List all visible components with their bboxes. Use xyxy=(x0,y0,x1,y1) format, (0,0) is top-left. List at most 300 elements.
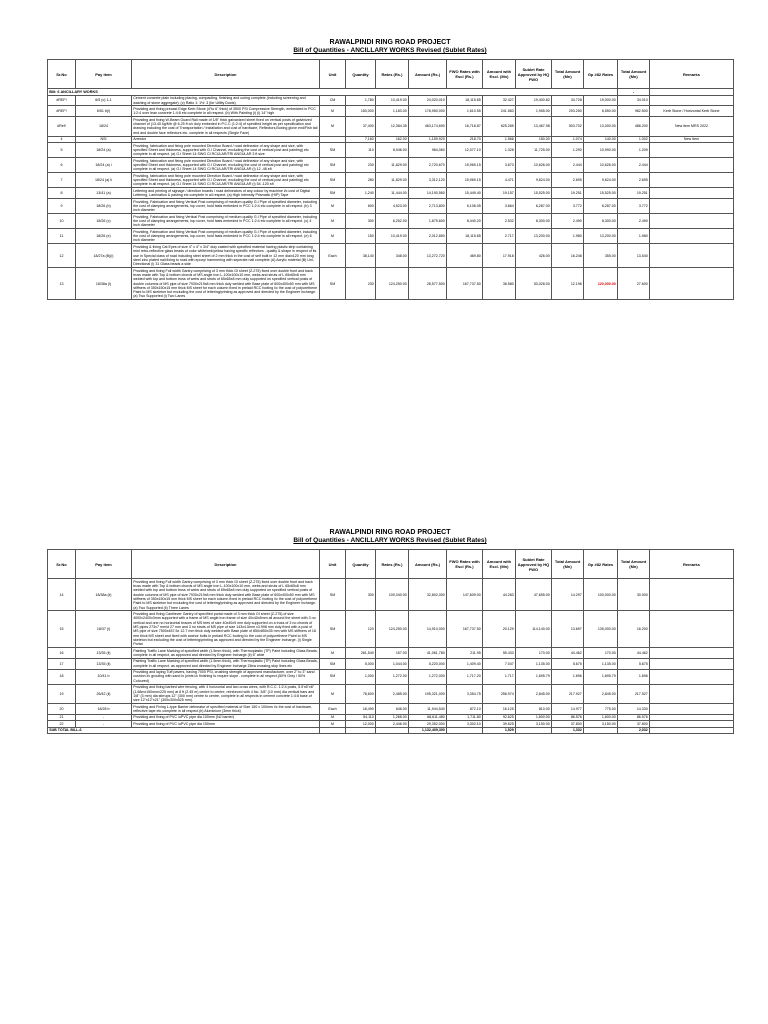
rate-cell: 11,444.00 xyxy=(376,188,409,199)
sr-no-cell: 15 xyxy=(48,611,76,648)
amount-escl-cell: 38.580 xyxy=(483,268,516,300)
rate-cell: 2,446.00 xyxy=(376,721,409,727)
amount-cell: 1,875,600 xyxy=(409,214,447,229)
amount-cell: 41,061,780 xyxy=(409,648,447,659)
quantity-cell: 280 xyxy=(346,173,376,188)
amount-cell: 1,272,000 xyxy=(409,669,447,684)
total-amount-gp-cell: 16.200 xyxy=(618,611,650,648)
table-row xyxy=(48,199,734,214)
total-amount-sublet-cell: 44.462 xyxy=(552,648,584,659)
total-amount-gp-cell: 27.600 xyxy=(618,268,650,300)
fwo-rate-cell: 147,609.00 xyxy=(447,579,483,611)
gp82-rate-cell: 13,200.00 xyxy=(584,229,618,244)
fwo-rate-cell: 167,737.50 xyxy=(447,611,483,648)
description-cell: Providing, Fabrication and fixing Vertical Post comprising of medium quality G.I Pipe of specified diameter, including the cost of clamping arrangements, top cover, hold fasts embeded in PCC 1:2:4 etc complete in all respect. (e) 6 inch diameter xyxy=(132,229,320,244)
gp82-rate-cell: 100,000.00 xyxy=(584,579,618,611)
gp82-rate-cell: 19,000.00 xyxy=(584,95,618,106)
sr-no-cell: 22 xyxy=(48,721,76,727)
column-header: Description xyxy=(132,550,320,579)
amount-escl-cell: 1.717 xyxy=(483,669,516,684)
description-cell: Providing and Fixing L-type Barrier delineator of specified material of Size 150 x 100mm i/c the cost of hardware, reflective tape etc complete in all respect.(b) Aluminium (3mm thick) xyxy=(132,704,320,715)
table-row xyxy=(48,669,734,684)
table-row xyxy=(48,244,734,268)
remarks-cell xyxy=(650,648,734,659)
pay-item-cell: 18/24 (a) xyxy=(76,143,132,158)
sublet-rate-cell: 1,955.00 xyxy=(516,106,552,117)
amount-cell: 32,802,000 xyxy=(409,579,447,611)
remarks-cell xyxy=(650,229,734,244)
sublet-rate-cell: 47,655.00 xyxy=(516,579,552,611)
fwo-rate-cell: 1,409.40 xyxy=(447,658,483,669)
rate-cell: 2,485.00 xyxy=(376,684,409,703)
unit-cell: SM xyxy=(320,173,346,188)
table-row xyxy=(48,214,734,229)
sublet-rate-cell: 1,600.00 xyxy=(516,714,552,720)
table-row xyxy=(48,106,734,117)
sublet-rate-cell: 150.00 xyxy=(516,136,552,142)
sr-no-cell: 21 xyxy=(48,714,76,720)
remarks-cell xyxy=(650,188,734,199)
unit-cell: Each xyxy=(320,704,346,715)
unit-cell: M xyxy=(320,648,346,659)
sr-no-cell: 13 xyxy=(48,268,76,300)
total-amount-sublet-cell: 503.702 xyxy=(552,117,584,136)
column-header: Remarks xyxy=(650,550,734,579)
fwo-rate-cell: 872.10 xyxy=(447,704,483,715)
total-amount-gp-cell: 86.576 xyxy=(618,714,650,720)
pay-item-cell: 18/24 (a) i xyxy=(76,158,132,173)
amount-escl-cell: 7.047 xyxy=(483,658,516,669)
description-cell: Providing and fixing of PVC /uPVC pipe dia 100mm (NJ barrier) xyxy=(132,714,320,720)
rate-cell: 162.00 xyxy=(376,136,409,142)
sublet-rate-cell: 13,467.98 xyxy=(516,117,552,136)
remarks-cell xyxy=(650,704,734,715)
sublet-rate-cell: 13,200.00 xyxy=(516,229,552,244)
amount-escl-cell: 1.328 xyxy=(483,143,516,158)
sr-no-cell: 18 xyxy=(48,669,76,684)
sr-no-cell: 7 xyxy=(48,173,76,188)
quantity-cell: 261,540 xyxy=(346,648,376,659)
unit-cell: SM xyxy=(320,158,346,173)
sr-no-cell: 4 xyxy=(48,136,76,142)
unit-cell: M xyxy=(320,229,346,244)
sr-no-cell: #Ref! xyxy=(48,117,76,136)
total-amount-gp-cell: 217.927 xyxy=(618,684,650,703)
column-header: Amount with Escl. (Mn) xyxy=(483,60,516,89)
pay-item-cell: 18/27a (B)(i) xyxy=(76,244,132,268)
sr-no-cell: 16 xyxy=(48,648,76,659)
remarks-cell xyxy=(650,199,734,214)
sr-no-cell: 8 xyxy=(48,188,76,199)
rate-cell: 1,272.00 xyxy=(376,669,409,684)
sr-no-cell: 11 xyxy=(48,229,76,244)
total-amount-sublet-cell: 5.675 xyxy=(552,658,584,669)
total-amount-sublet-cell: 2.695 xyxy=(552,173,584,188)
fwo-rate-cell: 8,440.20 xyxy=(447,214,483,229)
column-header: FWO Rates with Escl (Rs.) xyxy=(447,550,483,579)
unit-cell: SM xyxy=(320,143,346,158)
table-row xyxy=(48,173,734,188)
column-header: Rates (Rs.) xyxy=(376,60,409,89)
sr-no-cell: 14 xyxy=(48,579,76,611)
sublet-rate-cell: 810.00 xyxy=(516,704,552,715)
header-row xyxy=(48,550,734,579)
table-row xyxy=(48,268,734,300)
unit-cell: M xyxy=(320,721,346,727)
amount-cell: 178,950,000 xyxy=(409,106,447,117)
sr-no-cell: #REF! xyxy=(48,106,76,117)
description-cell: Providing and fixing of PVC /uPVC pipe dia 150mm xyxy=(132,721,320,727)
amount-escl-cell: 20.129 xyxy=(483,611,516,648)
total-amount-sublet-cell: 34.728 xyxy=(552,95,584,106)
description-cell: Cement concrete plain including placing, compacting, finishing and curing complete (including screening and washing of stone aggregate): (c) Ratio 1: 1½: 3 (for Utility Ducts) xyxy=(132,95,320,106)
rate-cell: 1,268.00 xyxy=(376,714,409,720)
rate-cell: 157.00 xyxy=(376,648,409,659)
header-row xyxy=(48,60,734,89)
pay-item-cell: 18/24 xyxy=(76,117,132,136)
gp82-rate-cell: 775.00 xyxy=(584,704,618,715)
boq-title: Bill of Quantities - ANCILLARY WORKS Revised (Sublet Rates) xyxy=(293,47,487,54)
sublet-rate-cell: 1,695.79 xyxy=(516,669,552,684)
column-header: Total Amount (Mn) xyxy=(552,550,584,579)
gp82-rate-cell: 120,000.00 xyxy=(584,268,618,300)
column-header: Gp #82 Rates xyxy=(584,60,618,89)
description-cell: Providing, Fabrication and fixing Vertical Post comprising of medium quality G.I Pipe of specified diameter, including the cost of clamping arrangements, top cover, hold fasts embeded in PCC 1:2:4 etc complete in all respect. (b) 3 inch diameter xyxy=(132,199,320,214)
gp82-rate-cell: 3,150.00 xyxy=(584,721,618,727)
amount-escl-cell: 39.625 xyxy=(483,721,516,727)
column-header: Quantity xyxy=(346,60,376,89)
quantity-cell: 300 xyxy=(346,214,376,229)
description-cell: Providing and fixing Full width Gantry comprising of 3 mm thick GI sheet (Z-275) fixed over double front and back truss made with Top & bottom chords of MS angle iron L-100x100x10 mm, webs and struts of L 65x65x8 mm welded with top and bottom truss of webs and struts of 65x65x8 mm duly supported on specified vertical posts of double columns of MS pipe of size 7930x219x8 mm thick duly welded with Base plate of 600x400x50 mm with MS stiffners of 350x150x15 mm thick MS sheet for each column fixed in prelaid RCC footing i/c the cost of polyurethene Paint to MS skeleton but excluding the cost of lettering/printing as approved and directed by the Engineer incharge. (a) Two Supported (ii) Three Lanes xyxy=(132,579,320,611)
description-cell: Providing and fixing precast Edge Kerb Stone (4"to 6" thick) of 3500 PSI Compressive Strength, embedded in PCC 1:2:4 over lean concrete 1:4:8 etc complete in all respect. (b) With Painting (i) (i) 14" high xyxy=(132,106,320,117)
subtotal-total-amount-sublet: 1,332 xyxy=(552,727,584,733)
amount-cell: 195,321,000 xyxy=(409,684,447,703)
amount-cell: 14,910,000 xyxy=(409,611,447,648)
column-header: Quantity xyxy=(346,550,376,579)
rate-cell: 13,419.00 xyxy=(376,229,409,244)
rate-cell: 124,250.00 xyxy=(376,268,409,300)
total-amount-sublet-cell: 2.490 xyxy=(552,214,584,229)
total-amount-gp-cell: 34.010 xyxy=(618,95,650,106)
total-amount-gp-cell: 13.540 xyxy=(618,244,650,268)
column-header: Sublet Rate Approved by HQ FWO xyxy=(516,60,552,89)
quantity-cell: 18,490 xyxy=(346,704,376,715)
table-row xyxy=(48,95,734,106)
description-cell: Providing and laying Tuff pavers, having 7000 PSI, crushing strength of approved manufacturer, over 2" to 3" sand cushion i/c grouting with sand in joints i/c finishing to require slope . complete in all respect.(50% Grey / 50% Coloured) xyxy=(132,669,320,684)
sublet-rate-cell: 19,400.82 xyxy=(516,95,552,106)
rate-cell: 1,044.00 xyxy=(376,658,409,669)
amount-cell: 2,012,850 xyxy=(409,229,447,244)
pay-item-cell: 18/28 b xyxy=(76,704,132,715)
remarks-cell xyxy=(650,95,734,106)
gp82-rate-cell: 1,600.00 xyxy=(584,714,618,720)
gp82-rate-cell: 9,624.00 xyxy=(584,173,618,188)
table-row xyxy=(48,658,734,669)
description-cell: Providing, fabrication and fixing pole mounted Direction Board / road delineator of any shape and size, with specified Sheet and thickness, supported with G.I Channel, excluding the cost of vertical post and painting) etc complete in all respect. (a) G.I Sheet 14 SWG CI RCULAR/TRI ANGULAR (i) 54 -120 sft xyxy=(132,173,320,188)
total-amount-sublet-cell: 19.251 xyxy=(552,188,584,199)
description-cell: Lettering and printing of signage / direction boards / road delineators of any colour by machine i/c cost of Digital Lettering, Lamination & pasting etc complete in all respect. (a) High Intensity Prismatic (HIP) Tape xyxy=(132,188,320,199)
fwo-rate-cell: 15,449.40 xyxy=(447,188,483,199)
pay-item-cell: 18/26 (e) xyxy=(76,229,132,244)
amount-cell: 3,312,120 xyxy=(409,173,447,188)
sublet-rate-cell: 9,624.00 xyxy=(516,173,552,188)
rate-cell: 109,340.00 xyxy=(376,579,409,611)
section-dash: - xyxy=(618,89,650,95)
subtotal-amount: 1,132,409,300 xyxy=(409,727,447,733)
unit-cell: SM xyxy=(320,579,346,611)
total-amount-gp-cell: 37.800 xyxy=(618,721,650,727)
total-amount-sublet-cell: 12.196 xyxy=(552,268,584,300)
description-cell: Providing and fixing W-Beam Guard Rail made of 1/8" thick galvanized sheet fixed on vertical posts of galvinized channel of (13.40 kg/Mtr @ 6.25 ft c/c duly embeded in P.C.C (1:2:4) of specified height as per specification and drawing including the cost of Transportation / Installation and cost of hardware, Reflectors,Boxing glove end/Fish tail end and double face reflectors etc. complete in all respects (Single Face) xyxy=(132,117,320,136)
description-cell: Providing, fabrication and fixing pole mounted Direction Board / road delineator of any shape and size, with specified Sheet and thickness, supported with G.I Channel, excluding the cost of vertical post and painting) etc complete in all respect. (a) G.I Sheet 14 SWG CI RCULAR/TRI ANGULAR 3 ft size xyxy=(132,143,320,158)
fwo-rate-cell: 15,969.15 xyxy=(447,173,483,188)
total-amount-sublet-cell: 14.297 xyxy=(552,579,584,611)
fwo-rate-cell: 167,737.50 xyxy=(447,268,483,300)
fwo-rate-cell: 18,115.65 xyxy=(447,229,483,244)
unit-cell: SM xyxy=(320,669,346,684)
pay-item-cell: 26/42 (ii) xyxy=(76,684,132,703)
pay-item-cell: - xyxy=(76,714,132,720)
boq-sheet-1 xyxy=(47,38,733,300)
table-row xyxy=(48,704,734,715)
remarks-cell xyxy=(650,173,734,188)
pay-item-cell: 6/51 b(i) xyxy=(76,106,132,117)
pay-item-cell: 18/26 (b) xyxy=(76,199,132,214)
fwo-rate-cell: 16,718.87 xyxy=(447,117,483,136)
quantity-cell: 37,400 xyxy=(346,117,376,136)
pay-item-cell: 18/38a (i) xyxy=(76,268,132,300)
amount-escl-cell: 2.717 xyxy=(483,229,516,244)
boq-sheet-2 xyxy=(47,528,733,734)
subtotal-amount-escl: 1,529 xyxy=(483,727,516,733)
quantity-cell: 230 xyxy=(346,158,376,173)
table-row xyxy=(48,158,734,173)
pay-item-cell: 6/5 (c) 1-1 xyxy=(76,95,132,106)
sr-no-cell: 5 xyxy=(48,143,76,158)
subtotal-total-amount-gp: 2,032 xyxy=(618,727,650,733)
amount-escl-cell: 3.664 xyxy=(483,199,516,214)
quantity-cell: 12,000 xyxy=(346,721,376,727)
unit-cell: M xyxy=(320,214,346,229)
column-header: Unit xyxy=(320,60,346,89)
rate-cell: 6,252.00 xyxy=(376,214,409,229)
sr-no-cell: #REF! xyxy=(48,95,76,106)
total-amount-sublet-cell: 3.772 xyxy=(552,199,584,214)
sr-no-cell: 19 xyxy=(48,684,76,703)
quantity-cell: 54,110 xyxy=(346,714,376,720)
rate-cell: 8,946.00 xyxy=(376,143,409,158)
remarks-cell: New item MRS 2022 xyxy=(650,117,734,136)
total-amount-sublet-cell: 293.250 xyxy=(552,106,584,117)
subtotal-row xyxy=(48,727,734,733)
total-amount-sublet-cell: 1.980 xyxy=(552,229,584,244)
quantity-cell: 5,000 xyxy=(346,658,376,669)
amount-escl-cell: 1.566 xyxy=(483,136,516,142)
total-amount-gp-cell: 2.444 xyxy=(618,158,650,173)
amount-cell: 14,190,560 xyxy=(409,188,447,199)
boq-title: Bill of Quantities - ANCILLARY WORKS Revised (Sublet Rates) xyxy=(293,537,487,544)
description-cell: Arrestor xyxy=(132,136,320,142)
unit-cell: M xyxy=(320,106,346,117)
amount-cell: 463,174,690 xyxy=(409,117,447,136)
column-header: Pay item xyxy=(76,60,132,89)
amount-cell: 2,713,800 xyxy=(409,199,447,214)
amount-escl-cell: 55.433 xyxy=(483,648,516,659)
pay-item-cell: 13/35 (ii) xyxy=(76,648,132,659)
unit-cell: SM xyxy=(320,188,346,199)
remarks-cell xyxy=(650,579,734,611)
unit-cell: M xyxy=(320,117,346,136)
remarks-cell xyxy=(650,143,734,158)
table-row xyxy=(48,143,734,158)
total-amount-gp-cell: 1.209 xyxy=(618,143,650,158)
total-amount-gp-cell: 1.696 xyxy=(618,669,650,684)
gp82-rate-cell: 6,287.00 xyxy=(584,199,618,214)
gp82-rate-cell: 1,695.79 xyxy=(584,669,618,684)
column-header: Sr.No xyxy=(48,60,76,89)
sr-no-cell: 10 xyxy=(48,214,76,229)
total-amount-sublet-cell: 1.290 xyxy=(552,143,584,158)
description-cell: Providing and fixing barbed wire fencing, with 4 horizontal and two cross wires, with R.C.C. 1:2:4 posts, 5.5'x6"x6" (1.68mx150mmx225 mm) at 8 ft (2.45 m) centre to centre, reinforced with 4 No. 3/8" (10 mm) dia vertical bars and 1/8" (3 mm) dia stirrups 12" (300 mm) centre to centre, complete in all respects in cement concrete 1:4:8 base of size 12"x12"x21" (300x300x525 mm). xyxy=(132,684,320,703)
quantity-cell: 7,160 xyxy=(346,136,376,142)
gp82-rate-cell: 355.00 xyxy=(584,244,618,268)
fwo-rate-cell: 1,610.55 xyxy=(447,106,483,117)
amount-escl-cell: 92.625 xyxy=(483,714,516,720)
remarks-cell xyxy=(650,214,734,229)
total-amount-gp-cell: 14.330 xyxy=(618,704,650,715)
total-amount-gp-cell: 1.980 xyxy=(618,229,650,244)
unit-cell: CM xyxy=(320,95,346,106)
project-title: RAWALPINDI RING ROAD PROJECT xyxy=(329,529,451,536)
gp82-rate-cell: 8,300.00 xyxy=(584,214,618,229)
unit-cell: SM xyxy=(320,268,346,300)
quantity-cell: 1,240 xyxy=(346,188,376,199)
remarks-cell xyxy=(650,158,734,173)
sublet-rate-cell: 8,300.00 xyxy=(516,214,552,229)
amount-escl-cell: 256.974 xyxy=(483,684,516,703)
sublet-rate-cell: 10,626.00 xyxy=(516,158,552,173)
description-cell: Providing, fabrication and fixing pole mounted Direction Board / road delineator of any shape and size, with specified Sheet and thickness, supported with G.I Channel, excluding the cost of vertical post and painting) etc complete in all respect. (a) G.I Sheet 14 SWG CI RCULAR/TRI ANGULAR (i) 12 -48 sft xyxy=(132,158,320,173)
quantity-cell: 150,000 xyxy=(346,106,376,117)
rate-cell: 646.00 xyxy=(376,704,409,715)
amount-cell: 1,159,920 xyxy=(409,136,447,142)
fwo-rate-cell: 18,115.65 xyxy=(447,95,483,106)
total-amount-gp-cell: 982.500 xyxy=(618,106,650,117)
amount-escl-cell: 19.157 xyxy=(483,188,516,199)
amount-cell: 29,352,000 xyxy=(409,721,447,727)
gp82-rate-cell: 140.00 xyxy=(584,136,618,142)
sr-no-cell: 17 xyxy=(48,658,76,669)
amount-cell: 2,720,670 xyxy=(409,158,447,173)
total-amount-gp-cell: 30.000 xyxy=(618,579,650,611)
boq-table-2 xyxy=(47,549,734,734)
column-header: Amount (Rs.) xyxy=(409,550,447,579)
column-header: Unit xyxy=(320,550,346,579)
fwo-rate-cell: 218.70 xyxy=(447,136,483,142)
total-amount-sublet-cell: 14.977 xyxy=(552,704,584,715)
total-amount-sublet-cell: 37.800 xyxy=(552,721,584,727)
total-amount-gp-cell: 2.695 xyxy=(618,173,650,188)
sublet-rate-cell: 6,287.00 xyxy=(516,199,552,214)
column-header: Pay item xyxy=(76,550,132,579)
column-header: Sublet Rate Approved by HQ FWO xyxy=(516,550,552,579)
sr-no-cell: 9 xyxy=(48,199,76,214)
fwo-rate-cell: 12,077.10 xyxy=(447,143,483,158)
quantity-cell: 150 xyxy=(346,229,376,244)
amount-escl-cell: 44.283 xyxy=(483,579,516,611)
amount-escl-cell: 625.285 xyxy=(483,117,516,136)
amount-cell: 13,272,720 xyxy=(409,244,447,268)
gp82-rate-cell: 170.00 xyxy=(584,648,618,659)
pay-item-cell: - xyxy=(76,721,132,727)
table-row xyxy=(48,188,734,199)
total-amount-sublet-cell: 217.927 xyxy=(552,684,584,703)
amount-escl-cell: 241.583 xyxy=(483,106,516,117)
gp82-rate-cell: 1,135.00 xyxy=(584,658,618,669)
total-amount-sublet-cell: 1.696 xyxy=(552,669,584,684)
gp82-rate-cell: 10,990.00 xyxy=(584,143,618,158)
rate-cell: 11,829.00 xyxy=(376,158,409,173)
sublet-rate-cell: 53,028.00 xyxy=(516,268,552,300)
fwo-rate-cell: 15,969.15 xyxy=(447,158,483,173)
amount-cell: 24,020,010 xyxy=(409,95,447,106)
sr-no-cell: 6 xyxy=(48,158,76,173)
total-amount-gp-cell: 44.462 xyxy=(618,648,650,659)
table-row xyxy=(48,611,734,648)
unit-cell: M xyxy=(320,714,346,720)
amount-cell: 28,577,500 xyxy=(409,268,447,300)
table-row xyxy=(48,229,734,244)
quantity-cell: 120 xyxy=(346,611,376,648)
pay-item-cell: 18/38a (ii) xyxy=(76,579,132,611)
sublet-rate-cell: 2,845.00 xyxy=(516,684,552,703)
description-cell: Painting Traffic Lane Marking of specified width (1.5mm thick), with Thermoplastic (TP) Paint including Glass Beads, complete in all respect, as approved and directed by Engineer Incharge Zibra crossing,stop lines etc xyxy=(133,659,318,668)
column-header: Rates (Rs.) xyxy=(376,550,409,579)
fwo-rate-cell: 469.80 xyxy=(447,244,483,268)
gp82-rate-cell: 13,000.00 xyxy=(584,117,618,136)
gp82-rate-cell: 10,626.00 xyxy=(584,158,618,173)
total-amount-gp-cell: 2.490 xyxy=(618,214,650,229)
rate-cell: 1,183.00 xyxy=(376,106,409,117)
table-row xyxy=(48,117,734,136)
pay-item-cell: 18/24 (a) ii xyxy=(76,173,132,188)
table-row xyxy=(48,648,734,659)
sublet-rate-cell: 426.00 xyxy=(516,244,552,268)
quantity-cell: 110 xyxy=(346,143,376,158)
rate-cell: 13,419.00 xyxy=(376,95,409,106)
sublet-rate-cell: 15,525.00 xyxy=(516,188,552,199)
column-header: Total Amount (Mn) xyxy=(552,60,584,89)
quantity-cell: 230 xyxy=(346,268,376,300)
description-cell: Providing and fixing Full width Gantry comprising of 3 mm thick GI sheet (Z-275) fixed over double front and back truss made with Top & bottom chords of MS angle iron L-100x100x10 mm, webs and struts of L 65x65x8 mm welded with top and bottom truss of webs and struts of 65x65x8 mm duly supported on specified vertical posts of double columns of MS pipe of size 7930x219x8 mm thick duly welded with Base plate of 600x400x50 mm with MS stiffners of 350x150x15 mm thick MS sheet for each column fixed in prelaid RCC footing i/c the cost of polyurethene Paint to MS skeleton but excluding the cost of lettering/printing as approved and directed by the Engineer incharge. (a) Two Supported (i) Two Lanes xyxy=(132,268,320,300)
gp82-rate-cell: 135,000.00 xyxy=(584,611,618,648)
total-amount-gp-cell: 3.772 xyxy=(618,199,650,214)
pay-item-cell: 13/41 (a) xyxy=(76,188,132,199)
total-amount-gp-cell: 486.200 xyxy=(618,117,650,136)
description-cell: Providing and fixing Cantilever Gantry of specified portal made of 3 mm thick GI sheet (Z-275) of size 4000x2400x3mm supported with a frame of MS angle iron frame of size 40x40x5mm all around the sheet with 3 no vertical and one no horizontal braces of MS tees of size 40x40x5 mm duly supported on a truss of 3 no chords of MS pipes 273x7 mm/d 27 mm and 3 no struts of MS pipe of size 143x4.5mm x3.998 mm duly fixed with a post of MS pipe of size 7500x457.5x 12.7 mm thick duly welded with Base plate of 850x850x35 mm with MS stiffners of 18 mm thick MS sheet and fixed with anchor bolts in prelaid RCC footing i/c the cost of polyurethene Paint to MS skeleton but excluding the cost of lettering/printing as approved and directed by the Engineer Incharge. (i) Single Portal xyxy=(132,611,320,648)
amount-cell: 984,060 xyxy=(409,143,447,158)
sublet-rate-cell: 3,150.00 xyxy=(516,721,552,727)
column-header: Description xyxy=(132,60,320,89)
gp82-rate-cell: 2,845.00 xyxy=(584,684,618,703)
table-row xyxy=(48,684,734,703)
sr-no-cell: 12 xyxy=(48,244,76,268)
quantity-cell: 600 xyxy=(346,199,376,214)
total-amount-sublet-cell: 86.576 xyxy=(552,714,584,720)
remarks-cell xyxy=(650,684,734,703)
unit-cell: SM xyxy=(320,611,346,648)
amount-cell: 68,611,480 xyxy=(409,714,447,720)
